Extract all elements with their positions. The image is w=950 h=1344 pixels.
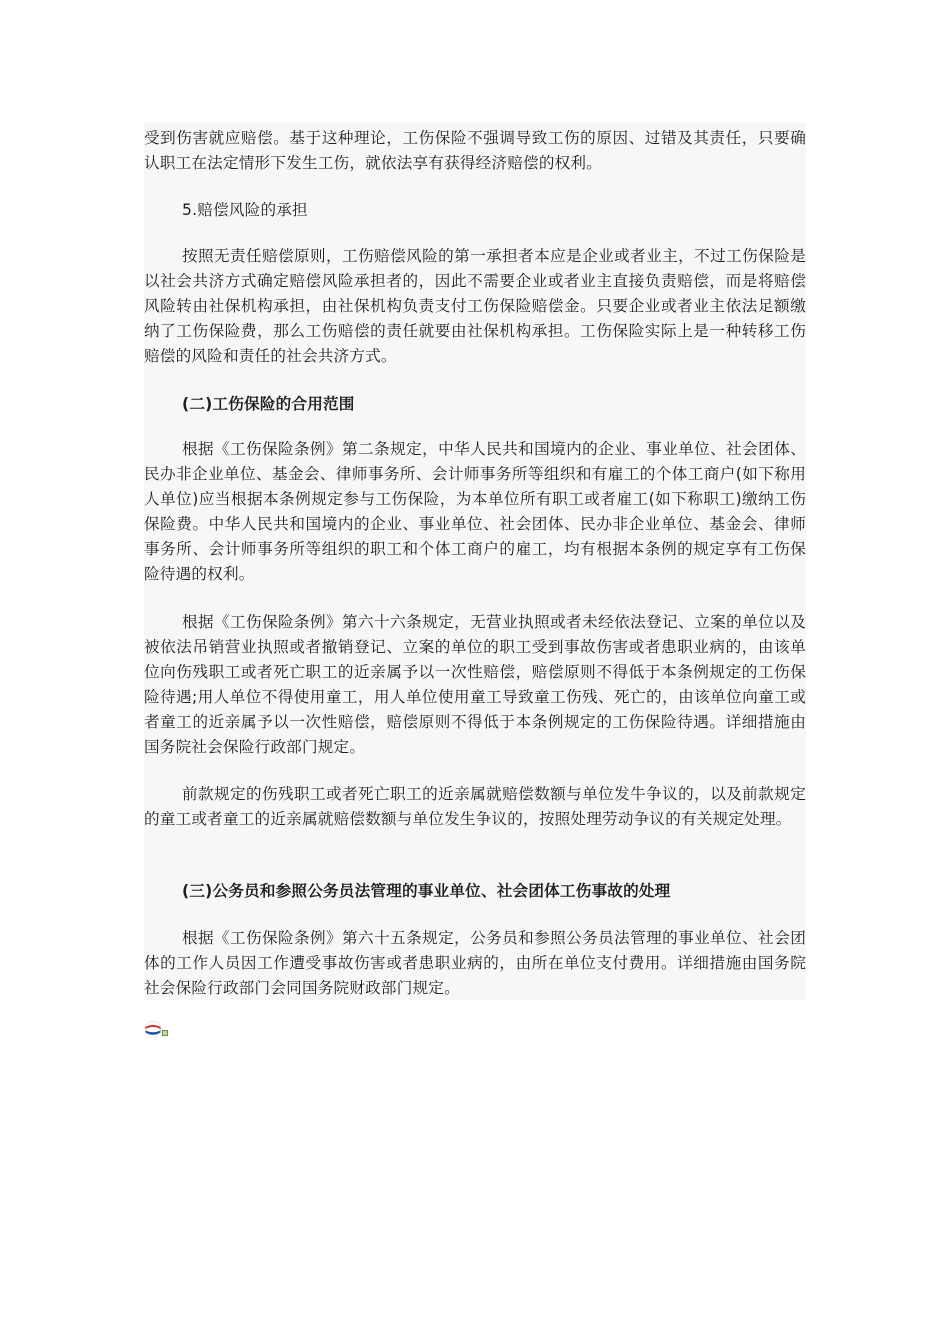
section-heading-civil-servants: (三)公务员和参照公务员法管理的事业单位、社会团体工伤事故的处理: [182, 882, 671, 900]
section-title-risk: 5.赔偿风险的承担: [182, 201, 308, 219]
document-body: [144, 123, 806, 1000]
paragraph-risk: 按照无责任赔偿原则，工伤赔偿风险的第一承担者本应是企业或者业主，不过工伤保险是以社会共济方式确定赔偿风险承担者的，因此不需要企业或者业主直接负责赔偿，而是将赔偿风险转由社保机构承担，由社保机构负责支付工伤保险赔偿金。只要企业或者业主依法足额缴纳了工伤保险费，那么工伤赔偿的责任就要由社保机构承担。工伤保险实际上是一种转移工伤赔偿的风险和责任的社会共济方式。: [144, 247, 806, 365]
paragraph-intro: 受到伤害就应赔偿。基于这种理论，工伤保险不强调导致工伤的原因、过错及其责任，只要确认职工在法定情形下发生工伤，就依法享有获得经济赔偿的权利。: [144, 129, 806, 172]
paragraph-article65: 根据《工伤保险条例》第六十五条规定，公务员和参照公务员法管理的事业单位、社会团体的工作人员因工作遭受事故伤害或者患职业病的，由所在单位支付费用。详细措施由国务院社会保险行政部门会同国务院财政部门规定。: [144, 929, 806, 997]
paragraph-dispute: 前款规定的伤残职工或者死亡职工的近亲属就赔偿数额与单位发牛争议的，以及前款规定的童工或者童工的近亲属就赔偿数额与单位发生争议的，按照处理劳动争议的有关规定处理。: [144, 785, 806, 828]
logo-icon: [144, 1020, 172, 1040]
paragraph-scope-article2: 根据《工伤保险条例》第二条规定，中华人民共和国境内的企业、事业单位、社会团体、民办非企业单位、基金会、律师事务所、会计师事务所等组织和有雇工的个体工商户(如下称用人单位)应当根据本条例规定参与工伤保险，为本单位所有职工或者雇工(如下称职工)缴纳工伤保险费。中华人民共和国境内的企业、事业单位、社会团体、民办非企业单位、基金会、律师事务所、会计师事务所等组织的职工和个体工商户的雇工，均有根据本条例的规定享有工伤保险待遇的权利。: [144, 440, 806, 583]
paragraph-scope-article66: 根据《工伤保险条例》第六十六条规定，无营业执照或者未经依法登记、立案的单位以及被依法吊销营业执照或者撤销登记、立案的单位的职工受到事故伤害或者患职业病的，由该单位向伤残职工或者死亡职工的近亲属予以一次性赔偿，赔偿原则不得低于本条例规定的工伤保险待遇;用人单位不得使用童工，用人单位使用童工导致童工伤残、死亡的，由该单位向童工或者童工的近亲属予以一次性赔偿，赔偿原则不得低于本条例规定的工伤保险待遇。详细措施由国务院社会保险行政部门规定。: [144, 613, 806, 756]
section-heading-scope: (二)工伤保险的合用范围: [182, 395, 355, 413]
